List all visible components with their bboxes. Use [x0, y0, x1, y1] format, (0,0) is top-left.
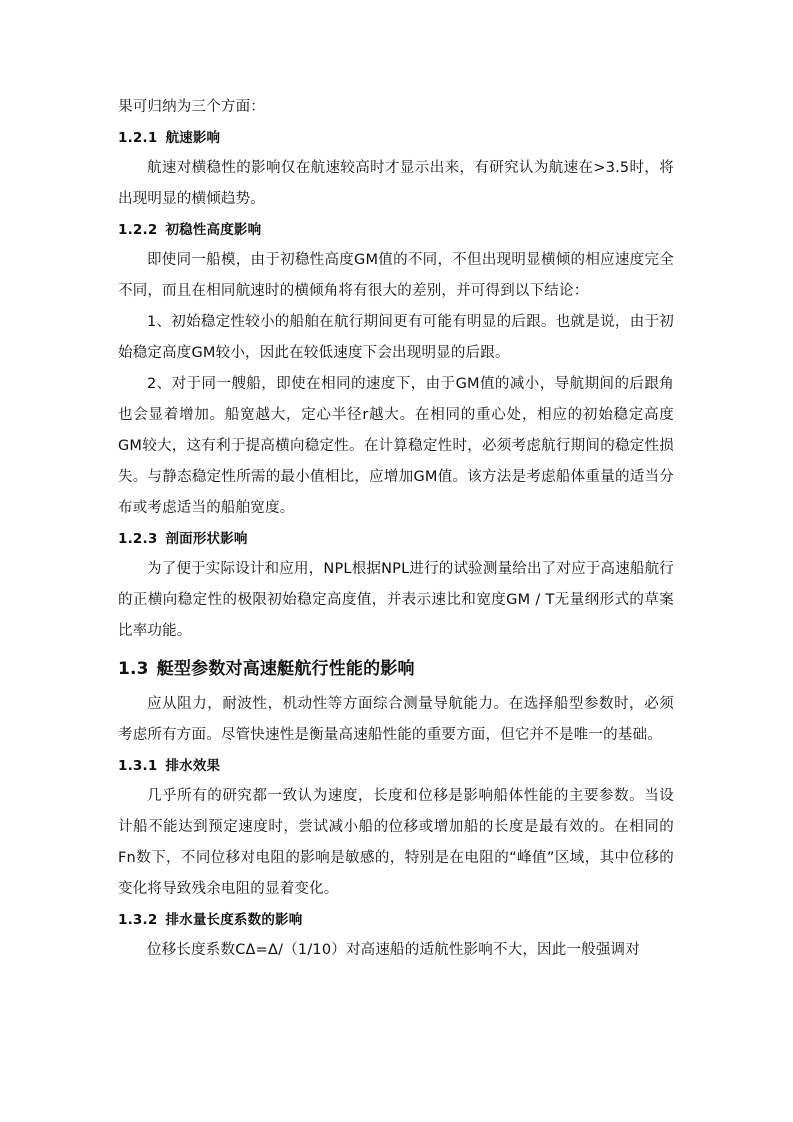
section-number: 1.2.2: [118, 222, 158, 238]
section-heading-1-2-2: [118, 215, 674, 245]
paragraph-navigation-performance: 应从阻力，耐波性，机动性等方面综合测量导航能力。在选择船型参数时，必须考虑所有方面。尽管快速性是衡量高速船性能的重要方面，但它并不是唯一的基础。: [118, 696, 674, 743]
section-number: 1.2.1: [118, 130, 158, 146]
paragraph-conclusion-1: 1、初始稳定性较小的船舶在航行期间更有可能有明显的后跟。也就是说，由于初始稳定高度GM较小，因此在较低速度下会出现明显的后跟。: [118, 314, 674, 361]
document-page: [118, 92, 674, 966]
paragraph-displacement-effect: 几乎所有的研究都一致认为速度，长度和位移是影响船体性能的主要参数。当设计船不能达到预定速度时，尝试减小船的位移或增加船的长度是最有效的。在相同的Fn数下，不同位移对电阻的影响是敏感的，特别是在电阻的“峰值”区域，其中位移的变化将导致残余电阻的显着变化。: [118, 788, 674, 897]
section-heading-1-2-1: [118, 123, 674, 153]
section-title: 剖面形状影响: [165, 531, 248, 547]
section-number: 1.3.1: [118, 758, 158, 774]
section-number: 1.3.2: [118, 912, 158, 928]
paragraph-section-shape: 为了便于实际设计和应用，NPL根据NPL进行的试验测量给出了对应于高速船航行的正横向稳定性的极限初始稳定高度值，并表示速比和宽度GM / T无量纲形式的草案比率功能。: [118, 561, 674, 639]
section-heading-1-3-1: [118, 751, 674, 781]
paragraph-displacement-length-coefficient: 位移长度系数CΔ=Δ/（1/10）对高速船的适航性影响不大，因此一般强调对: [147, 942, 640, 958]
section-title: 初稳性高度影响: [165, 222, 262, 238]
section-title: 排水效果: [165, 758, 221, 774]
paragraph-speed-effect: 航速对横稳性的影响仅在航速较高时才显示出来，有研究认为航速在>3.5时，将出现明显的横倾趋势。: [118, 160, 674, 207]
section-title: 航速影响: [165, 130, 221, 146]
paragraph-conclusion-2: 2、对于同一艘船，即使在相同的速度下，由于GM值的减小，导航期间的后跟角也会显着增加。船宽越大，定心半径r越大。在相同的重心处，相应的初始稳定高度GM较大，这有利于提高横向稳定性。在计算稳定性时，必须考虑航行期间的稳定性损失。与静态稳定性所需的最小值相比，应增加GM值。该方法是考虑船体重量的适当分布或考虑适当的船舶宽度。: [118, 376, 674, 516]
paragraph-intro: 果可归纳为三个方面：: [118, 99, 265, 115]
section-heading-1-3-2: [118, 905, 674, 935]
section-number: 1.2.3: [118, 531, 158, 547]
section-title: 艇型参数对高速艇航行性能的影响: [156, 659, 415, 679]
section-heading-1-2-3: [118, 524, 674, 554]
section-title: 排水量长度系数的影响: [165, 912, 303, 928]
paragraph-gm-effect: 即使同一船模，由于初稳性高度GM值的不同，不但出现明显横倾的相应速度完全不同，而且在相同航速时的横倾角将有很大的差别，并可得到以下结论：: [118, 252, 674, 299]
section-heading-1-3: [118, 651, 674, 687]
section-number: 1.3: [118, 659, 149, 679]
